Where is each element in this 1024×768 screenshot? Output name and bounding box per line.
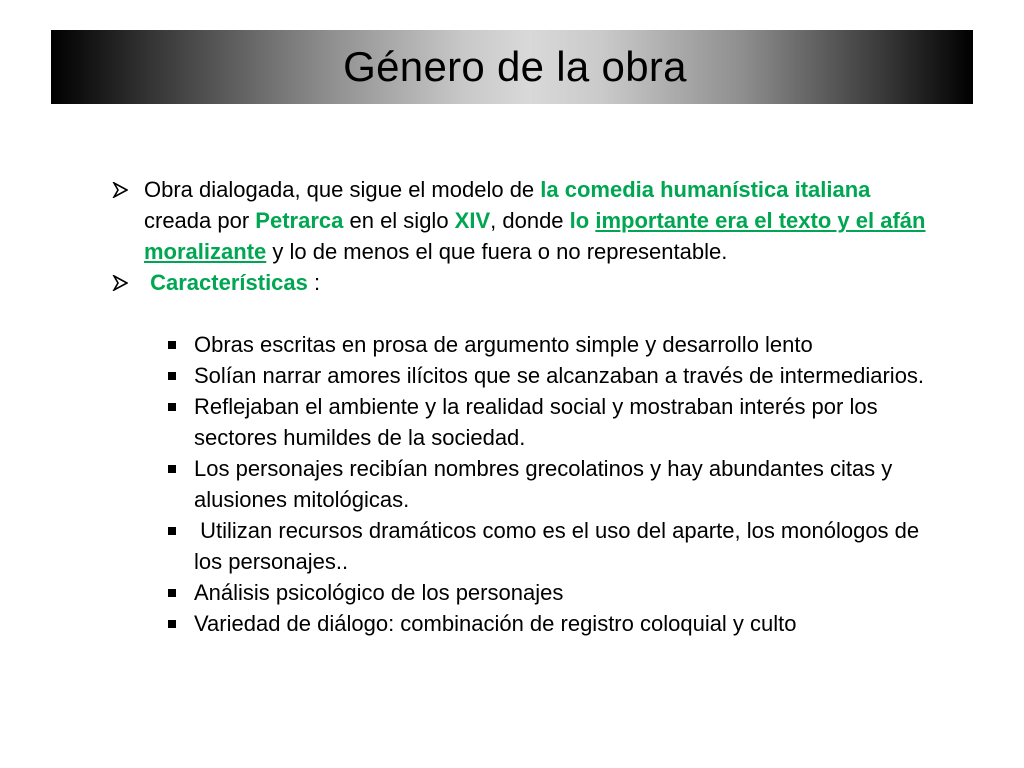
spacer (112, 298, 932, 329)
sub-bullet (112, 577, 932, 608)
slide-body (112, 174, 932, 639)
intro-text: Obra dialogada, que sigue el modelo de la comedia humanística italiana creada por Petrarca en el siglo XIV, donde lo importante era el texto y el afán moralizante y lo de menos el que fuera o no representable. (144, 177, 926, 264)
square-bullet-icon (168, 589, 176, 597)
square-bullet-icon (168, 341, 176, 349)
bullet-features-heading (112, 267, 932, 298)
arrow-bullet-icon (112, 182, 128, 198)
square-bullet-icon (168, 527, 176, 535)
highlight-petrarca: Petrarca (255, 208, 344, 233)
arrow-bullet-icon (112, 275, 128, 291)
highlight-importante: importante era el texto y el afán moralizante (144, 208, 926, 264)
slide-title: Género de la obra (343, 43, 687, 90)
highlight-lo: lo (569, 208, 590, 233)
features-heading-suffix: : (307, 270, 321, 295)
sub-bullet-text: Variedad de diálogo: combinación de registro coloquial y culto (194, 611, 797, 636)
sub-bullet (112, 329, 932, 360)
sub-bullet-text: Reflejaban el ambiente y la realidad social y mostraban interés por los sectores humildes de la sociedad. (194, 394, 878, 450)
sub-bullet-text: Análisis psicológico de los personajes (194, 580, 564, 605)
title-bar (51, 30, 973, 104)
square-bullet-icon (168, 465, 176, 473)
sub-bullet-text: Utilizan recursos dramáticos como es el uso del aparte, los monólogos de los personajes.. (194, 518, 926, 574)
sub-bullet-text: Los personajes recibían nombres grecolatinos y hay abundantes citas y alusiones mitológicas. (194, 456, 893, 512)
sub-bullet (112, 608, 932, 639)
square-bullet-icon (168, 372, 176, 380)
bullet-intro (112, 174, 932, 267)
sub-bullet (112, 391, 932, 453)
square-bullet-icon (168, 620, 176, 628)
sub-bullet (112, 515, 932, 577)
sub-bullet-text: Obras escritas en prosa de argumento simple y desarrollo lento (194, 332, 813, 357)
sub-bullet (112, 360, 932, 391)
square-bullet-icon (168, 403, 176, 411)
sub-bullet (112, 453, 932, 515)
highlight-century: XIV (454, 208, 491, 233)
features-heading: Características (144, 270, 308, 295)
sub-bullet-text: Solían narrar amores ilícitos que se alcanzaban a través de intermediarios. (194, 363, 925, 388)
highlight-comedia: la comedia humanística italiana (540, 177, 871, 202)
